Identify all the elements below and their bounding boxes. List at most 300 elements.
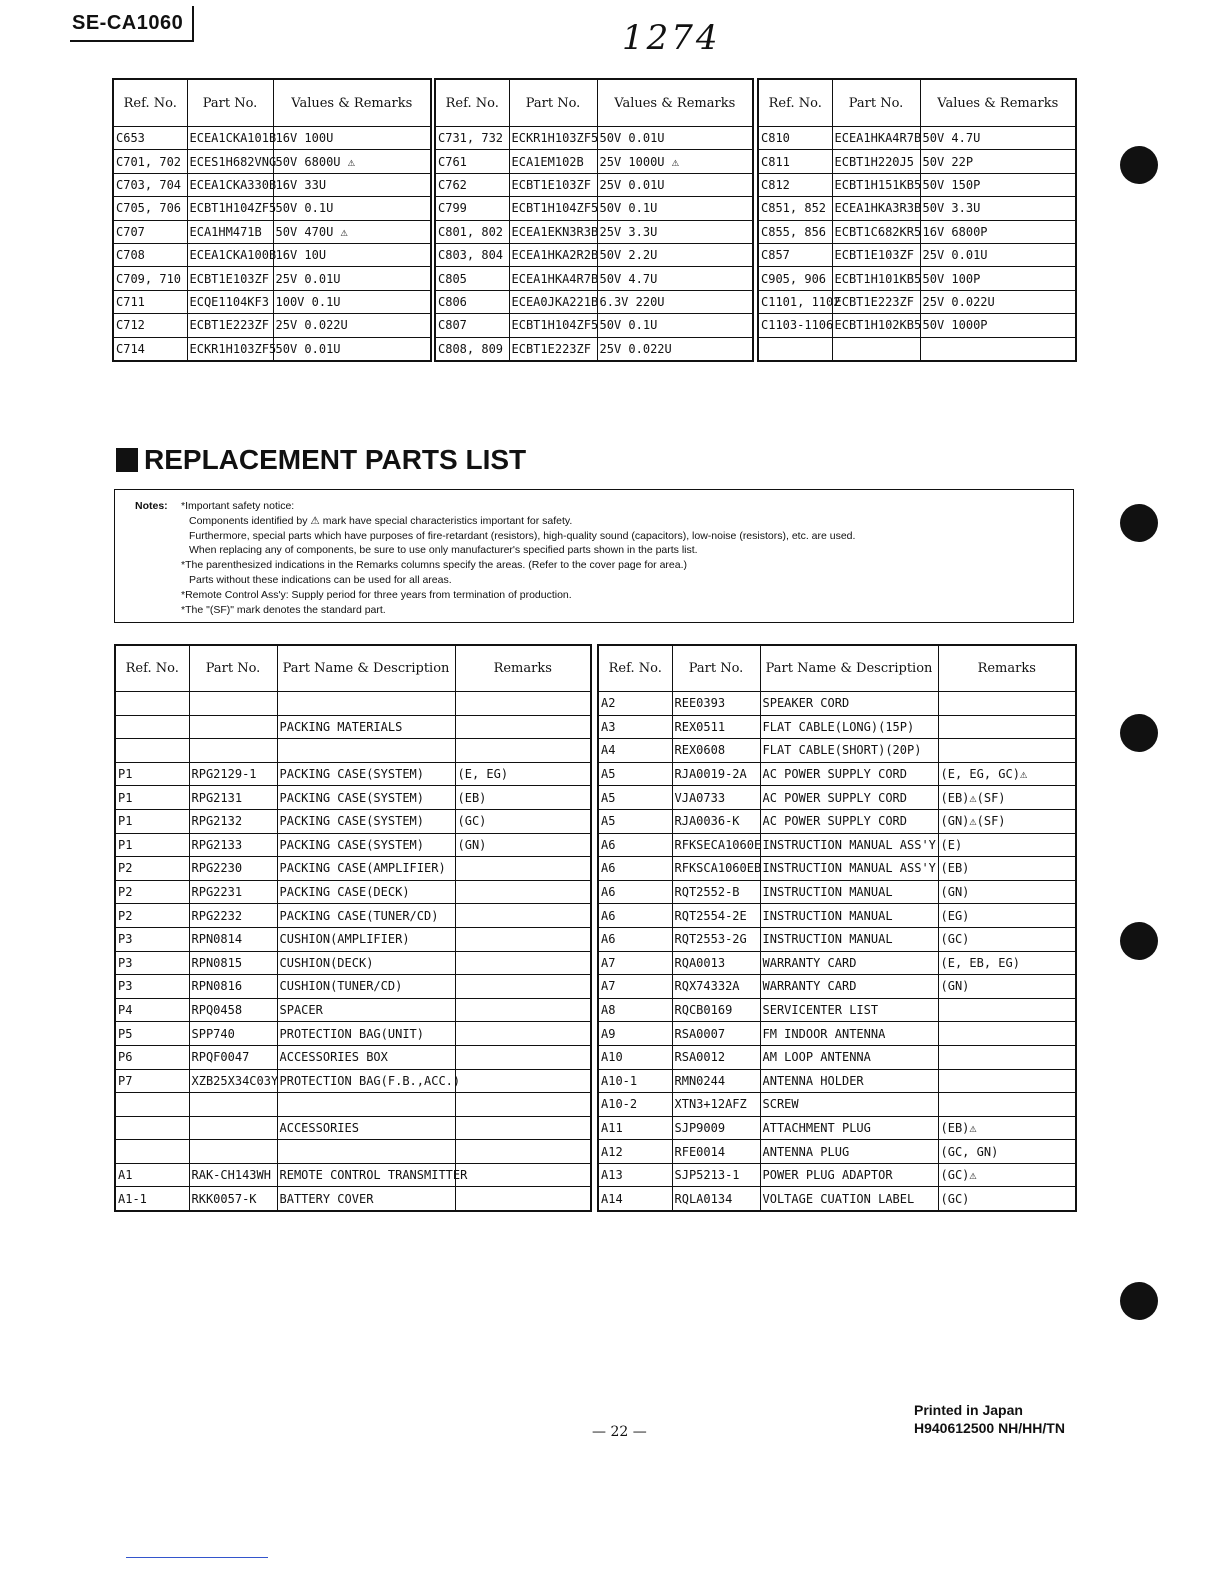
note-line: *The parenthesized indications in the Remarks columns specify the areas. (Refer to the cover page for area.): [181, 559, 688, 572]
table-row: [598, 998, 1076, 1022]
table-row: [115, 1093, 591, 1117]
ref-no: A5: [598, 762, 672, 786]
table-row: [113, 337, 431, 361]
ref-no: C799: [435, 197, 509, 220]
values: 25V 3.3U: [597, 220, 753, 243]
ref-no: P3: [115, 975, 189, 999]
part-name: AC POWER SUPPLY CORD: [760, 786, 938, 810]
col-header-ref-no: Ref. No.: [758, 79, 832, 127]
part-no: RSA0007: [672, 1022, 760, 1046]
ref-no: A1-1: [115, 1187, 189, 1211]
part-no: [189, 1093, 277, 1117]
remarks: [455, 927, 591, 951]
ref-no: A4: [598, 739, 672, 763]
table-row: [758, 150, 1076, 173]
remarks: [455, 1187, 591, 1211]
table-row: [115, 833, 591, 857]
part-no: RPG2232: [189, 904, 277, 928]
remarks: [938, 692, 1076, 716]
table-row: [598, 1045, 1076, 1069]
ref-no: [758, 337, 832, 361]
part-no: ECBT1E103ZF: [509, 173, 597, 196]
scan-artifact-line: [126, 1557, 268, 1558]
ref-no: C801, 802: [435, 220, 509, 243]
table-row: [115, 857, 591, 881]
part-name: AC POWER SUPPLY CORD: [760, 762, 938, 786]
part-name: FM INDOOR ANTENNA: [760, 1022, 938, 1046]
remarks: (E, EG, GC)⚠: [938, 762, 1076, 786]
part-no: ECEA1CKA101B: [187, 127, 273, 150]
col-header-part-no: Part No.: [509, 79, 597, 127]
part-no: ECEA1CKA330B: [187, 173, 273, 196]
ref-no: A6: [598, 857, 672, 881]
col-header-remarks: Remarks: [938, 645, 1076, 692]
part-no: ECEA1HKA4R7B: [832, 127, 920, 150]
values: 25V 0.022U: [273, 314, 431, 337]
table-row: [598, 1116, 1076, 1140]
part-no: RPQF0047: [189, 1045, 277, 1069]
part-no: ECKR1H103ZF5: [187, 337, 273, 361]
part-name: SERVICENTER LIST: [760, 998, 938, 1022]
remarks: (E): [938, 833, 1076, 857]
table-row: [758, 337, 1076, 361]
part-no: [189, 739, 277, 763]
table-row: [115, 1045, 591, 1069]
part-name: SPACER: [277, 998, 455, 1022]
table-row: [435, 267, 753, 290]
part-name: AC POWER SUPPLY CORD: [760, 809, 938, 833]
values: 50V 0.1U: [273, 197, 431, 220]
table-row: [758, 290, 1076, 313]
remarks: (EG): [938, 904, 1076, 928]
replacement-table-left: [114, 644, 592, 1212]
ref-no: C731, 732: [435, 127, 509, 150]
table-row: [113, 173, 431, 196]
part-no: ECES1H682VNG: [187, 150, 273, 173]
ref-no: P2: [115, 880, 189, 904]
values: 50V 470U ⚠: [273, 220, 431, 243]
part-no: REX0608: [672, 739, 760, 763]
ref-no: C857: [758, 243, 832, 266]
col-header-values-remarks: Values & Remarks: [273, 79, 431, 127]
part-name: PACKING CASE(SYSTEM): [277, 762, 455, 786]
values: 16V 6800P: [920, 220, 1076, 243]
part-name: ANTENNA HOLDER: [760, 1069, 938, 1093]
table-row: [113, 197, 431, 220]
part-no: ECA1EM102B: [509, 150, 597, 173]
part-no: RPG2131: [189, 786, 277, 810]
part-no: ECBT1H104ZF5: [509, 197, 597, 220]
table-row: [598, 904, 1076, 928]
part-name: REMOTE CONTROL TRANSMITTER: [277, 1163, 455, 1187]
binder-hole-icon: [1120, 146, 1158, 184]
ref-no: C810: [758, 127, 832, 150]
part-no: VJA0733: [672, 786, 760, 810]
ref-no: A5: [598, 786, 672, 810]
remarks: [455, 692, 591, 716]
ref-no: A7: [598, 951, 672, 975]
part-no: XZB25X34C03Y: [189, 1069, 277, 1093]
table-row: [115, 927, 591, 951]
part-name: PACKING CASE(SYSTEM): [277, 809, 455, 833]
ref-no: P2: [115, 857, 189, 881]
part-no: RPG2231: [189, 880, 277, 904]
ref-no: [115, 1116, 189, 1140]
table-row: [598, 1140, 1076, 1164]
part-name: PROTECTION BAG(F.B.,ACC.): [277, 1069, 455, 1093]
table-row: [758, 197, 1076, 220]
ref-no: C705, 706: [113, 197, 187, 220]
remarks: [455, 1045, 591, 1069]
part-no: RPN0814: [189, 927, 277, 951]
table-row: [435, 314, 753, 337]
remarks: [938, 1093, 1076, 1117]
remarks: [455, 1116, 591, 1140]
part-name: POWER PLUG ADAPTOR: [760, 1163, 938, 1187]
ref-no: A5: [598, 809, 672, 833]
table-row: [435, 243, 753, 266]
ref-no: C855, 856: [758, 220, 832, 243]
table-row: [435, 127, 753, 150]
part-no: ECEA1HKA2R2B: [509, 243, 597, 266]
col-header-ref-no: Ref. No.: [115, 645, 189, 692]
ref-no: A14: [598, 1187, 672, 1211]
table-row: [115, 951, 591, 975]
table-row: [115, 692, 591, 716]
values: 50V 4.7U: [597, 267, 753, 290]
part-no: ECBT1E223ZF: [832, 290, 920, 313]
table-row: [598, 975, 1076, 999]
ref-no: A10: [598, 1045, 672, 1069]
part-name: WARRANTY CARD: [760, 975, 938, 999]
part-no: ECKR1H103ZF5: [509, 127, 597, 150]
ref-no: C808, 809: [435, 337, 509, 361]
part-no: ECBT1E223ZF: [509, 337, 597, 361]
table-row: [598, 809, 1076, 833]
part-no: ECQE1104KF3: [187, 290, 273, 313]
part-no: RQA0013: [672, 951, 760, 975]
part-name: CUSHION(TUNER/CD): [277, 975, 455, 999]
col-header-ref-no: Ref. No.: [598, 645, 672, 692]
remarks: (GN): [938, 880, 1076, 904]
notes-box: [114, 489, 1074, 623]
ref-no: [115, 739, 189, 763]
part-no: RAK-CH143WH: [189, 1163, 277, 1187]
part-no: RPG2133: [189, 833, 277, 857]
table-row: [113, 243, 431, 266]
remarks: [455, 1069, 591, 1093]
table-row: [598, 1022, 1076, 1046]
table-row: [598, 739, 1076, 763]
ref-no: C712: [113, 314, 187, 337]
part-name: INSTRUCTION MANUAL: [760, 880, 938, 904]
part-no: REX0511: [672, 715, 760, 739]
remarks: [938, 998, 1076, 1022]
ref-no: P5: [115, 1022, 189, 1046]
part-no: RQCB0169: [672, 998, 760, 1022]
part-no: RFKSCA1060EB: [672, 857, 760, 881]
values: 25V 0.01U: [273, 267, 431, 290]
table-row: [115, 880, 591, 904]
part-no: RSA0012: [672, 1045, 760, 1069]
ref-no: C761: [435, 150, 509, 173]
title-square-icon: [116, 448, 138, 472]
part-no: RJA0036-K: [672, 809, 760, 833]
table-row: [435, 150, 753, 173]
ref-no: P7: [115, 1069, 189, 1093]
ref-no: C707: [113, 220, 187, 243]
print-info: [914, 1401, 1065, 1437]
remarks: (GN): [455, 833, 591, 857]
capacitor-table-3: [757, 78, 1077, 362]
ref-no: A6: [598, 927, 672, 951]
part-name: ATTACHMENT PLUG: [760, 1116, 938, 1140]
section-title-text: REPLACEMENT PARTS LIST: [144, 444, 527, 475]
table-row: [598, 1163, 1076, 1187]
part-no: ECBT1H101KB5: [832, 267, 920, 290]
ref-no: A6: [598, 833, 672, 857]
values: 25V 0.01U: [597, 173, 753, 196]
ref-no: C1101, 1102: [758, 290, 832, 313]
part-no: ECEA0JKA221B: [509, 290, 597, 313]
part-no: ECBT1E103ZF: [187, 267, 273, 290]
remarks: [455, 904, 591, 928]
part-no: ECBT1E103ZF: [832, 243, 920, 266]
table-row: [435, 173, 753, 196]
part-no: RKK0057-K: [189, 1187, 277, 1211]
values: 25V 0.022U: [597, 337, 753, 361]
ref-no: C812: [758, 173, 832, 196]
table-row: [598, 1093, 1076, 1117]
note-line: Parts without these indications can be used for all areas.: [189, 573, 452, 586]
part-name: [277, 1140, 455, 1164]
ref-no: C805: [435, 267, 509, 290]
note-line: *Remote Control Ass'y: Supply period for three years from termination of production.: [181, 588, 572, 601]
part-name: CUSHION(AMPLIFIER): [277, 927, 455, 951]
table-row: [758, 314, 1076, 337]
part-no: ECBT1H104ZF5: [509, 314, 597, 337]
table-row: [758, 220, 1076, 243]
table-row: [115, 1140, 591, 1164]
table-row: [113, 267, 431, 290]
part-no: [189, 1140, 277, 1164]
ref-no: P1: [115, 833, 189, 857]
ref-no: C708: [113, 243, 187, 266]
note-line: Furthermore, special parts which have purposes of fire-retardant (resistors), high-quality sound (capacitors), low-noise (resistors), etc. are used.: [189, 529, 856, 542]
binder-hole-icon: [1120, 714, 1158, 752]
values: 50V 0.01U: [273, 337, 431, 361]
part-no: [832, 337, 920, 361]
values: 50V 22P: [920, 150, 1076, 173]
part-name: FLAT CABLE(LONG)(15P): [760, 715, 938, 739]
part-name: [277, 692, 455, 716]
table-row: [115, 739, 591, 763]
part-name: ANTENNA PLUG: [760, 1140, 938, 1164]
part-no: RPG2129-1: [189, 762, 277, 786]
ref-no: A8: [598, 998, 672, 1022]
remarks: [455, 880, 591, 904]
ref-no: [115, 1140, 189, 1164]
table-row: [598, 857, 1076, 881]
part-no: ECEA1HKA3R3B: [832, 197, 920, 220]
ref-no: C709, 710: [113, 267, 187, 290]
ref-no: A6: [598, 904, 672, 928]
ref-no: C711: [113, 290, 187, 313]
part-name: BATTERY COVER: [277, 1187, 455, 1211]
table-row: [435, 220, 753, 243]
binder-hole-icon: [1120, 1282, 1158, 1320]
remarks: [455, 1140, 591, 1164]
ref-no: C806: [435, 290, 509, 313]
table-row: [598, 1187, 1076, 1211]
part-no: ECBT1H104ZF5: [187, 197, 273, 220]
table-row: [598, 951, 1076, 975]
values: 50V 3.3U: [920, 197, 1076, 220]
remarks: (GC)⚠: [938, 1163, 1076, 1187]
part-name: AM LOOP ANTENNA: [760, 1045, 938, 1069]
table-row: [758, 127, 1076, 150]
table-row: [115, 786, 591, 810]
part-no: RMN0244: [672, 1069, 760, 1093]
part-name: CUSHION(DECK): [277, 951, 455, 975]
ref-no: P6: [115, 1045, 189, 1069]
remarks: (GC): [938, 927, 1076, 951]
ref-no: C701, 702: [113, 150, 187, 173]
col-header-part-no: Part No.: [672, 645, 760, 692]
ref-no: A11: [598, 1116, 672, 1140]
ref-no: A2: [598, 692, 672, 716]
part-no: RPQ0458: [189, 998, 277, 1022]
part-no: XTN3+12AFZ: [672, 1093, 760, 1117]
ref-no: A10-1: [598, 1069, 672, 1093]
table-row: [758, 173, 1076, 196]
values: 50V 1000P: [920, 314, 1076, 337]
part-no: RFKSECA1060E: [672, 833, 760, 857]
part-name: INSTRUCTION MANUAL: [760, 904, 938, 928]
part-no: RQX74332A: [672, 975, 760, 999]
binder-hole-icon: [1120, 922, 1158, 960]
table-row: [115, 1187, 591, 1211]
remarks: (EB): [455, 786, 591, 810]
table-row: [598, 1069, 1076, 1093]
values: 50V 0.01U: [597, 127, 753, 150]
table-row: [115, 1069, 591, 1093]
remarks: [938, 739, 1076, 763]
replacement-table-right: [597, 644, 1077, 1212]
ref-no: P1: [115, 786, 189, 810]
remarks: (EB)⚠(SF): [938, 786, 1076, 810]
table-row: [113, 290, 431, 313]
part-no: ECBT1C682KR5: [832, 220, 920, 243]
table-row: [435, 197, 753, 220]
note-line: *Important safety notice:: [181, 500, 295, 512]
values: 50V 100P: [920, 267, 1076, 290]
part-name: FLAT CABLE(SHORT)(20P): [760, 739, 938, 763]
values: 16V 100U: [273, 127, 431, 150]
ref-no: A1: [115, 1163, 189, 1187]
part-no: ECBT1E223ZF: [187, 314, 273, 337]
part-name: [277, 739, 455, 763]
table-row: [115, 715, 591, 739]
values: 50V 150P: [920, 173, 1076, 196]
ref-no: A9: [598, 1022, 672, 1046]
part-no: SPP740: [189, 1022, 277, 1046]
remarks: [938, 1022, 1076, 1046]
part-no: ECBT1H151KB5: [832, 173, 920, 196]
ref-no: C762: [435, 173, 509, 196]
table-row: [598, 715, 1076, 739]
part-name: WARRANTY CARD: [760, 951, 938, 975]
remarks: [455, 951, 591, 975]
ref-no: A10-2: [598, 1093, 672, 1117]
remarks: (GC): [938, 1187, 1076, 1211]
table-row: [758, 267, 1076, 290]
part-name: ACCESSORIES BOX: [277, 1045, 455, 1069]
ref-no: A12: [598, 1140, 672, 1164]
part-no: SJP9009: [672, 1116, 760, 1140]
table-row: [113, 220, 431, 243]
values: 50V 6800U ⚠: [273, 150, 431, 173]
part-name: INSTRUCTION MANUAL ASS'Y: [760, 857, 938, 881]
table-row: [598, 692, 1076, 716]
table-row: [115, 809, 591, 833]
values: 25V 0.01U: [920, 243, 1076, 266]
part-name: PACKING CASE(SYSTEM): [277, 833, 455, 857]
col-header-part-name: Part Name & Description: [760, 645, 938, 692]
part-no: REE0393: [672, 692, 760, 716]
ref-no: [115, 692, 189, 716]
table-row: [435, 337, 753, 361]
col-header-remarks: Remarks: [455, 645, 591, 692]
header-rule-horizontal: [70, 40, 194, 42]
table-row: [115, 1163, 591, 1187]
part-no: [189, 715, 277, 739]
values: [920, 337, 1076, 361]
remarks: (GN): [938, 975, 1076, 999]
table-row: [598, 927, 1076, 951]
ref-no: C803, 804: [435, 243, 509, 266]
part-name: PROTECTION BAG(UNIT): [277, 1022, 455, 1046]
remarks: [455, 1093, 591, 1117]
part-name: PACKING CASE(DECK): [277, 880, 455, 904]
part-no: ECBT1H220J5: [832, 150, 920, 173]
col-header-ref-no: Ref. No.: [113, 79, 187, 127]
part-name: ACCESSORIES: [277, 1116, 455, 1140]
table-row: [115, 762, 591, 786]
part-no: SJP5213-1: [672, 1163, 760, 1187]
part-no: ECBT1H102KB5: [832, 314, 920, 337]
part-no: [189, 692, 277, 716]
part-name: PACKING CASE(SYSTEM): [277, 786, 455, 810]
part-no: RJA0019-2A: [672, 762, 760, 786]
ref-no: C905, 906: [758, 267, 832, 290]
ref-no: C807: [435, 314, 509, 337]
table-row: [113, 314, 431, 337]
ref-no: P3: [115, 927, 189, 951]
remarks: (EB): [938, 857, 1076, 881]
ref-no: C703, 704: [113, 173, 187, 196]
remarks: [455, 739, 591, 763]
ref-no: C714: [113, 337, 187, 361]
remarks: (GN)⚠(SF): [938, 809, 1076, 833]
part-name: PACKING MATERIALS: [277, 715, 455, 739]
remarks: (GC, GN): [938, 1140, 1076, 1164]
part-no: ECEA1HKA4R7B: [509, 267, 597, 290]
values: 16V 33U: [273, 173, 431, 196]
values: 50V 0.1U: [597, 197, 753, 220]
part-name: INSTRUCTION MANUAL: [760, 927, 938, 951]
note-line: *The "(SF)" mark denotes the standard part.: [181, 603, 386, 616]
